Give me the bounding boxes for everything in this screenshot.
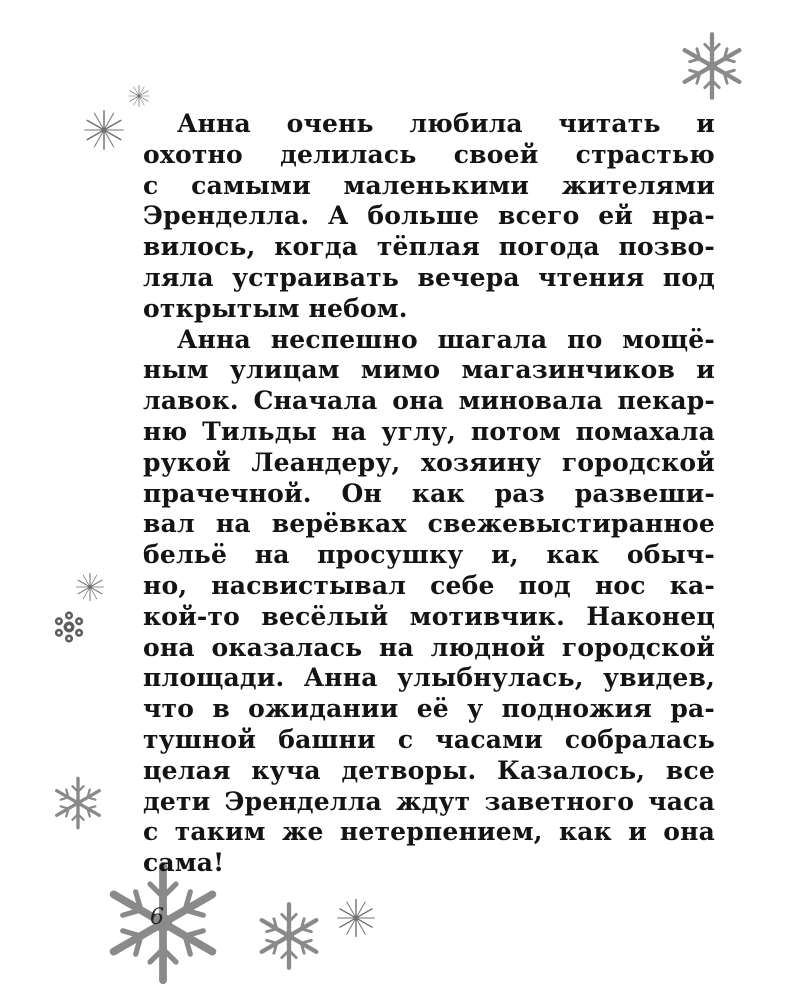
text-line: открытым небом. xyxy=(143,293,408,323)
snowflake-icon xyxy=(253,900,325,972)
text-line: лавок. Сначала она миновала пекар- xyxy=(143,386,715,416)
text-line: бельё на просушку и, как обыч- xyxy=(143,540,715,570)
text-line: но, насвистывал себе под нос ка- xyxy=(143,570,715,600)
snowflake-icon xyxy=(676,30,748,102)
text-line: с таким же нетерпением, как и она xyxy=(143,817,715,847)
story-text xyxy=(143,109,715,879)
text-line: вилось, когда тёплая погода позво- xyxy=(143,232,715,262)
text-line: Анна неспешно шагала по мощё- xyxy=(177,324,715,354)
text-line: ню Тильды на углу, потом помахала xyxy=(143,416,715,446)
text-line: ляла устраивать вечера чтения под xyxy=(143,262,715,292)
text-line: дети Эренделла ждут заветного часа xyxy=(143,786,715,816)
snowflake-icon xyxy=(73,570,107,604)
text-line: Анна очень любила читать и xyxy=(177,109,715,138)
page-number: 6 xyxy=(150,905,164,930)
text-line: сама! xyxy=(143,848,225,878)
text-line: кой-то весёлый мотивчик. Наконец xyxy=(143,601,715,631)
text-line: площади. Анна улыбнулась, увидев, xyxy=(143,663,715,693)
text-line: тушной башни с часами собралась xyxy=(143,724,715,754)
text-line: Эренделла. А больше всего ей нра- xyxy=(143,201,715,231)
text-line: вал на верёвках свежевыстиранное xyxy=(143,509,715,539)
paragraph xyxy=(143,109,715,325)
snowflake-icon xyxy=(333,895,379,941)
snowflake-icon xyxy=(50,775,106,831)
text-line: охотно делилась своей страстью xyxy=(143,139,715,169)
snowflake-icon xyxy=(126,83,152,109)
text-line: ным улицам мимо магазинчиков и xyxy=(143,355,715,385)
text-line: с самыми маленькими жителями xyxy=(143,170,715,200)
paragraph xyxy=(143,325,715,879)
text-line: что в ожидании её у подножия ра- xyxy=(143,694,715,724)
snowflake-icon xyxy=(80,106,128,154)
text-line: рукой Леандеру, хозяину городской xyxy=(143,447,715,477)
text-line: она оказалась на людной городской xyxy=(143,632,715,662)
text-line: целая куча детворы. Казалось, все xyxy=(143,755,715,785)
text-line: прачечной. Он как раз развеши- xyxy=(143,478,715,508)
snowflake-icon xyxy=(45,603,93,651)
